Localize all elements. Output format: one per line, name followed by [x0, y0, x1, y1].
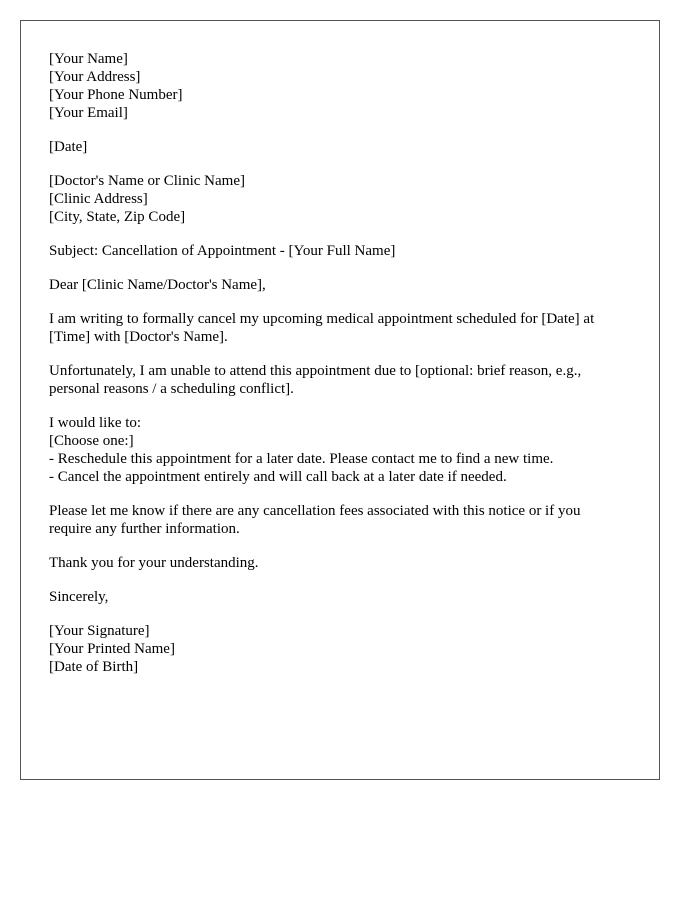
body-paragraph-3-line-1: Please let me know if there are any cancellation fees associated with this notice or if you: [49, 503, 581, 519]
option-cancel: - Cancel the appointment entirely and will call back at a later date if needed.: [49, 469, 507, 485]
salutation: [49, 276, 631, 294]
body-paragraph-2-line-2: personal reasons / a scheduling conflict].: [49, 381, 294, 397]
thanks-paragraph: [49, 554, 631, 572]
body-paragraph-1-line-2: [Time] with [Doctor's Name].: [49, 329, 228, 345]
body-paragraph-3-line-2: require any further information.: [49, 521, 240, 537]
sender-email: [Your Email]: [49, 105, 128, 121]
options-block: [49, 414, 631, 486]
signature-block: [49, 622, 631, 676]
options-intro: I would like to:: [49, 415, 142, 431]
sender-name: [Your Name]: [49, 51, 128, 67]
body-paragraph-2: [49, 362, 631, 398]
options-choose: [Choose one:]: [49, 433, 134, 449]
signature-line: [Your Signature]: [49, 623, 150, 639]
printed-name: [Your Printed Name]: [49, 641, 175, 657]
recipient-city: [City, State, Zip Code]: [49, 209, 186, 225]
body-paragraph-1-line-1: I am writing to formally cancel my upcoming medical appointment scheduled for [Date] at: [49, 311, 595, 327]
option-reschedule: - Reschedule this appointment for a later date. Please contact me to find a new time.: [49, 451, 554, 467]
subject-text: Subject: Cancellation of Appointment - [Your Full Name]: [49, 243, 396, 259]
salutation-text: Dear [Clinic Name/Doctor's Name],: [49, 277, 266, 293]
recipient-name: [Doctor's Name or Clinic Name]: [49, 173, 245, 189]
thanks-text: Thank you for your understanding.: [49, 555, 259, 571]
date-of-birth: [Date of Birth]: [49, 659, 139, 675]
closing: [49, 588, 631, 606]
recipient-block: [49, 172, 631, 226]
letter-date: [Date]: [49, 139, 88, 155]
recipient-address: [Clinic Address]: [49, 191, 148, 207]
sender-block: [49, 50, 631, 122]
body-paragraph-1: [49, 310, 631, 346]
subject-line: [49, 242, 631, 260]
sender-address: [Your Address]: [49, 69, 141, 85]
closing-text: Sincerely,: [49, 589, 109, 605]
letter-page: [20, 20, 660, 780]
date-block: [49, 138, 631, 156]
sender-phone: [Your Phone Number]: [49, 87, 183, 103]
body-paragraph-2-line-1: Unfortunately, I am unable to attend this appointment due to [optional: brief reason, e.g.,: [49, 363, 582, 379]
body-paragraph-3: [49, 502, 631, 538]
